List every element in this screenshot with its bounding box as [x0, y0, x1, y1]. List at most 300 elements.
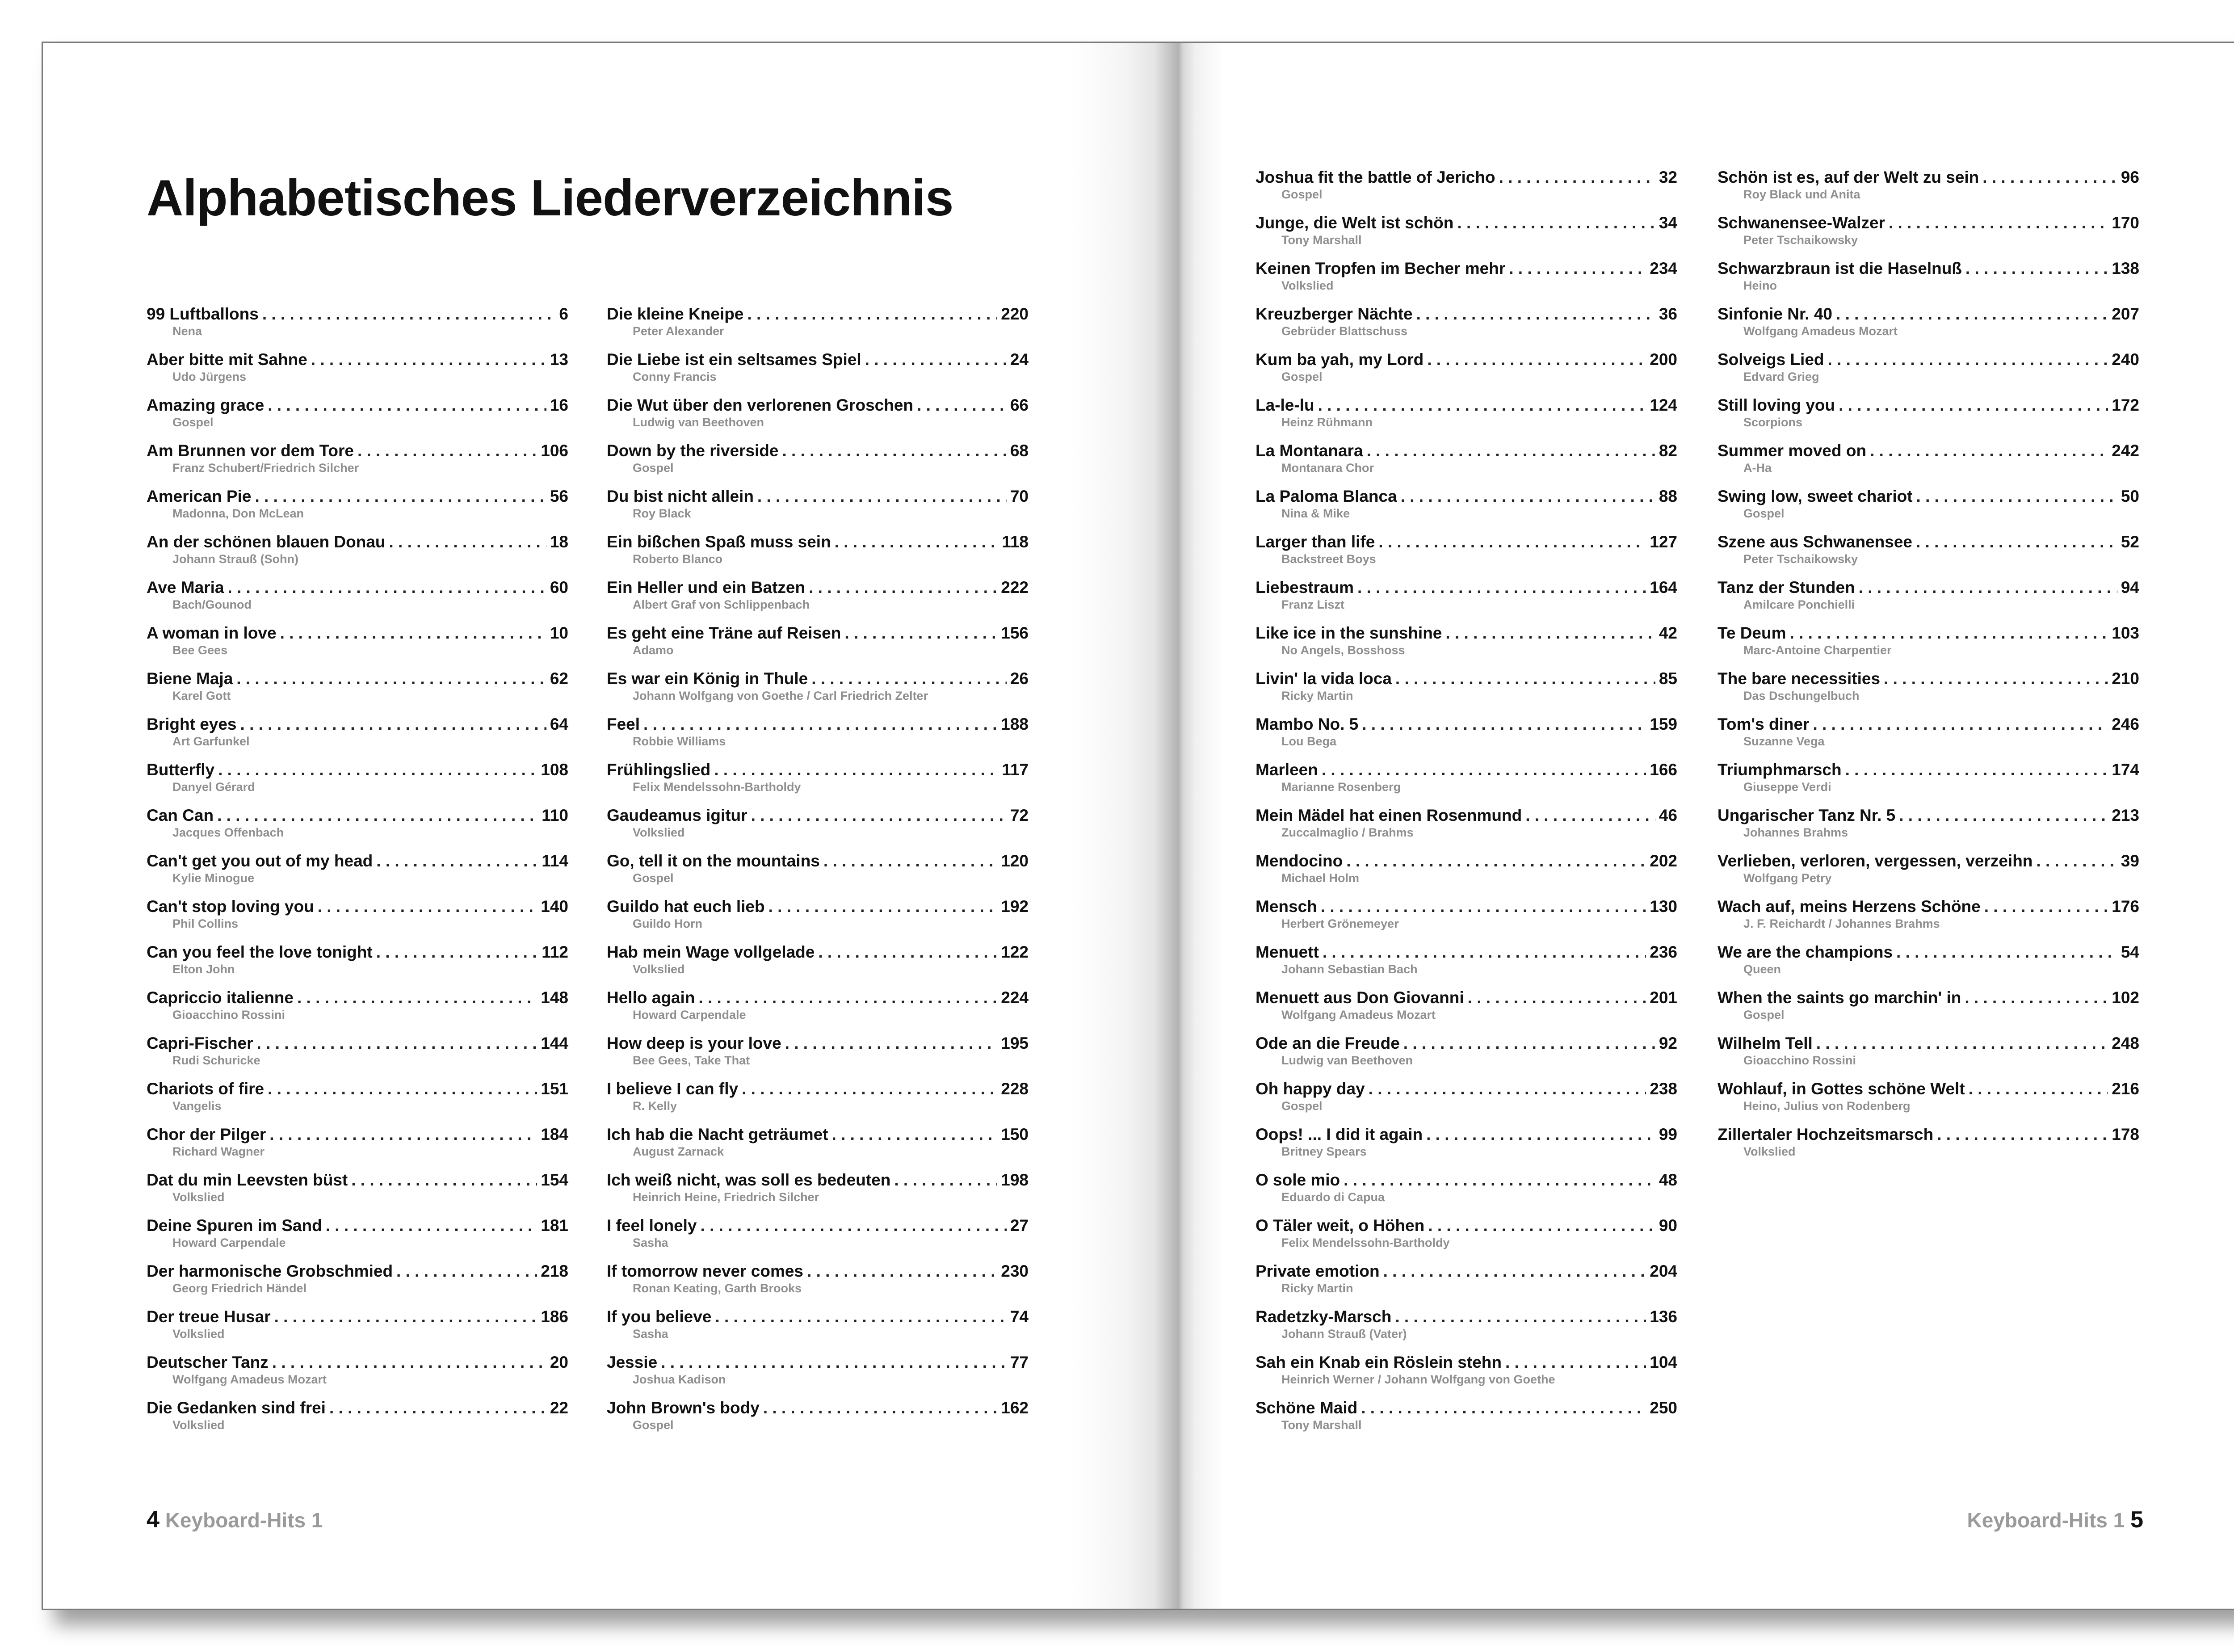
dot-leader [326, 1216, 538, 1235]
index-entry-line [1256, 1353, 1677, 1374]
song-title: O Täler weit, o Höhen [1256, 1216, 1425, 1235]
song-artist: Marc-Antoine Charpentier [1743, 643, 1892, 657]
index-entry [1256, 1216, 1677, 1262]
song-artist: Franz Liszt [1281, 598, 1345, 611]
index-entry [147, 1307, 568, 1353]
song-page-number: 248 [2112, 1034, 2139, 1052]
dot-leader [768, 897, 998, 916]
index-entry-line [1717, 669, 2139, 690]
song-artist: Johann Strauß (Sohn) [172, 552, 298, 566]
song-title: Chor der Pilger [147, 1125, 266, 1143]
index-entry [607, 1399, 1029, 1444]
song-page-number: 36 [1659, 305, 1677, 323]
index-entry [1256, 168, 1677, 214]
dot-leader [2036, 852, 2117, 870]
index-entry [147, 806, 568, 852]
dot-leader [262, 305, 556, 324]
song-page-number: 27 [1010, 1216, 1029, 1235]
index-entry-line [1717, 897, 2139, 918]
song-artist: Ronan Keating, Garth Brooks [633, 1282, 802, 1295]
song-artist: Gospel [633, 461, 674, 475]
index-entry-line [1256, 806, 1677, 827]
song-artist: Danyel Gérard [172, 780, 255, 794]
song-artist: Nina & Mike [1281, 507, 1350, 520]
song-title: When the saints go marchin' in [1717, 988, 1961, 1007]
song-artist: Kylie Minogue [172, 871, 255, 885]
song-artist: Franz Schubert/Friedrich Silcher [172, 461, 359, 475]
dot-leader [268, 1080, 537, 1098]
song-page-number: 103 [2112, 624, 2139, 642]
index-entry-line [147, 897, 568, 918]
index-entry [1256, 578, 1677, 624]
book-name-right: Keyboard-Hits 1 [1967, 1509, 2125, 1532]
index-entry [1256, 1399, 1677, 1444]
song-artist: Gospel [1281, 370, 1323, 383]
index-entry [607, 943, 1029, 988]
song-artist: Edvard Grieg [1743, 370, 1819, 383]
index-entry [147, 1034, 568, 1080]
song-title: Guildo hat euch lieb [607, 897, 765, 916]
index-entry [1717, 396, 2139, 441]
index-entry [607, 1353, 1029, 1399]
index-entry-line [1256, 1216, 1677, 1237]
index-entry-line [607, 624, 1029, 644]
dot-leader [269, 1125, 537, 1144]
song-page-number: 207 [2112, 305, 2139, 323]
song-artist: Udo Jürgens [172, 370, 247, 383]
song-artist: Gospel [1281, 188, 1323, 201]
song-artist: Johann Strauß (Vater) [1281, 1327, 1407, 1341]
song-page-number: 108 [541, 761, 568, 779]
song-title: Ein Heller und ein Batzen [607, 578, 806, 597]
index-entry [147, 669, 568, 715]
song-title: Deine Spuren im Sand [147, 1216, 322, 1235]
index-entry-line [1256, 441, 1677, 462]
song-title: Kum ba yah, my Lord [1256, 350, 1424, 369]
index-entry [1717, 533, 2139, 578]
song-title: La-le-lu [1256, 396, 1314, 414]
index-entry-line [147, 578, 568, 599]
song-title: Wohlauf, in Gottes schöne Welt [1717, 1080, 1965, 1098]
index-entry [1717, 761, 2139, 806]
song-page-number: 188 [1001, 715, 1029, 733]
index-entry-line [1256, 1125, 1677, 1146]
index-entry-line [1256, 396, 1677, 416]
index-entry [147, 305, 568, 350]
index-entry [1256, 533, 1677, 578]
index-entry-line [1717, 1034, 2139, 1055]
index-entry-line [607, 715, 1029, 736]
song-artist: Gospel [1281, 1099, 1323, 1113]
index-entry [607, 350, 1029, 396]
dot-leader [1965, 259, 2108, 278]
index-entry-line [147, 487, 568, 508]
song-title: Like ice in the sunshine [1256, 624, 1442, 642]
song-title: I feel lonely [607, 1216, 697, 1235]
song-page-number: 72 [1010, 806, 1029, 824]
song-page-number: 228 [1001, 1080, 1029, 1098]
song-page-number: 172 [2112, 396, 2139, 414]
dot-leader [1836, 305, 2108, 324]
index-entry [1256, 897, 1677, 943]
song-title: Wach auf, meins Herzens Schöne [1717, 897, 1981, 916]
dot-leader [1845, 761, 2108, 779]
index-entry [147, 441, 568, 487]
index-entry [1717, 214, 2139, 259]
index-entry [1256, 441, 1677, 487]
index-entry-line [607, 988, 1029, 1009]
song-artist: Howard Carpendale [172, 1236, 286, 1249]
song-artist: Nena [172, 324, 202, 338]
song-title: Ich weiß nicht, was soll es bedeuten [607, 1171, 891, 1189]
song-title: Private emotion [1256, 1262, 1380, 1280]
index-entry [1717, 487, 2139, 533]
index-entry [607, 305, 1029, 350]
index-entry-line [147, 852, 568, 872]
index-entry [147, 578, 568, 624]
dot-leader [1916, 487, 2117, 506]
song-artist: Volkslied [172, 1190, 225, 1204]
song-title: I believe I can fly [607, 1080, 739, 1098]
song-artist: Roy Black [633, 507, 691, 520]
song-artist: Herbert Grönemeyer [1281, 917, 1399, 930]
index-entry-line [1256, 897, 1677, 918]
index-entry [147, 761, 568, 806]
index-entry-line [607, 761, 1029, 781]
song-title: Capri-Fischer [147, 1034, 253, 1052]
index-entry-line [1256, 533, 1677, 553]
index-entry [147, 1171, 568, 1216]
song-title: La Montanara [1256, 441, 1363, 460]
index-entry [1256, 214, 1677, 259]
index-entry [1717, 988, 2139, 1034]
song-page-number: 60 [550, 578, 568, 597]
song-page-number: 176 [2112, 897, 2139, 916]
dot-leader [1378, 533, 1646, 551]
index-entry-line [147, 1353, 568, 1374]
index-entry-line [1717, 624, 2139, 644]
song-page-number: 54 [2121, 943, 2139, 961]
index-entry-line [1717, 396, 2139, 416]
song-title: Der harmonische Grobschmied [147, 1262, 393, 1280]
dot-leader [318, 897, 538, 916]
dot-leader [1369, 1080, 1646, 1098]
dot-leader [1899, 806, 2108, 825]
song-page-number: 159 [1650, 715, 1677, 733]
song-title: Menuett aus Don Giovanni [1256, 988, 1464, 1007]
song-artist: R. Kelly [633, 1099, 677, 1113]
song-artist: Adamo [633, 643, 674, 657]
song-page-number: 102 [2112, 988, 2139, 1007]
song-title: Schöne Maid [1256, 1399, 1358, 1417]
song-page-number: 6 [559, 305, 568, 323]
song-page-number: 138 [2112, 259, 2139, 277]
song-title: Summer moved on [1717, 441, 1867, 460]
index-entry [1256, 1080, 1677, 1125]
song-page-number: 92 [1659, 1034, 1677, 1052]
index-entry [607, 715, 1029, 761]
index-entry-line [1717, 943, 2139, 963]
song-title: Ich hab die Nacht geträumet [607, 1125, 828, 1143]
song-page-number: 144 [541, 1034, 568, 1052]
song-title: Frühlingslied [607, 761, 711, 779]
dot-leader [389, 533, 546, 551]
dot-leader [227, 578, 546, 597]
song-artist: Heinrich Werner / Johann Wolfgang von Goethe [1281, 1373, 1555, 1386]
song-title: Schwanensee-Walzer [1717, 214, 1885, 232]
song-page-number: 186 [541, 1307, 568, 1326]
song-artist: Heino, Julius von Rodenberg [1743, 1099, 1911, 1113]
song-title: Amazing grace [147, 396, 265, 414]
song-title: Still loving you [1717, 396, 1835, 414]
song-page-number: 136 [1650, 1307, 1677, 1326]
index-entry-line [147, 715, 568, 736]
song-page-number: 88 [1659, 487, 1677, 505]
song-artist: Johann Wolfgang von Goethe / Carl Friedrich Zelter [633, 689, 928, 702]
dot-leader [1828, 350, 2108, 369]
index-entry-line [607, 806, 1029, 827]
index-entry-line [607, 305, 1029, 325]
song-page-number: 184 [541, 1125, 568, 1143]
song-title: Butterfly [147, 761, 215, 779]
song-page-number: 39 [2121, 852, 2139, 870]
index-entry-line [607, 487, 1029, 508]
index-entry [147, 1353, 568, 1399]
dot-leader [217, 806, 538, 825]
song-page-number: 106 [541, 441, 568, 460]
song-title: Tanz der Stunden [1717, 578, 1855, 597]
index-entry [607, 487, 1029, 533]
index-entry-line [1256, 1080, 1677, 1100]
song-page-number: 178 [2112, 1125, 2139, 1143]
index-entry [147, 1216, 568, 1262]
song-page-number: 198 [1001, 1171, 1029, 1189]
song-page-number: 16 [550, 396, 568, 414]
song-title: How deep is your love [607, 1034, 781, 1052]
song-artist: Gospel [633, 1418, 674, 1432]
song-artist: Howard Carpendale [633, 1008, 746, 1021]
song-title: John Brown's body [607, 1399, 760, 1417]
index-entry-line [607, 669, 1029, 690]
index-entry-line [1717, 214, 2139, 234]
dot-leader [1937, 1125, 2108, 1144]
song-artist: Vangelis [172, 1099, 222, 1113]
song-page-number: 99 [1659, 1125, 1677, 1143]
dot-leader [865, 350, 1007, 369]
index-entry [1717, 1080, 2139, 1125]
index-entry-line [1256, 1034, 1677, 1055]
index-entry [1717, 624, 2139, 669]
index-entry-line [607, 1399, 1029, 1419]
song-artist: Johannes Brahms [1743, 826, 1848, 839]
dot-leader [751, 806, 1007, 825]
dot-leader [1525, 806, 1655, 825]
song-index-column-2 [607, 305, 1029, 1444]
dot-leader [351, 1171, 537, 1190]
index-entry-line [1256, 1307, 1677, 1328]
song-title: Ave Maria [147, 578, 224, 597]
dot-leader [1401, 487, 1655, 506]
dot-leader [715, 1307, 1006, 1326]
song-page-number: 192 [1001, 897, 1029, 916]
book-gutter [1071, 43, 1222, 1609]
song-page-number: 148 [541, 988, 568, 1007]
index-entry [1717, 441, 2139, 487]
song-page-number: 10 [550, 624, 568, 642]
index-entry-line [1717, 988, 2139, 1009]
index-entry [147, 943, 568, 988]
index-entry-line [607, 852, 1029, 872]
song-artist: Queen [1743, 963, 1781, 976]
dot-leader [1468, 988, 1646, 1007]
index-entry-line [1256, 943, 1677, 963]
song-page-number: 242 [2112, 441, 2139, 460]
index-entry [147, 1399, 568, 1444]
index-entry-line [1256, 305, 1677, 325]
index-entry-line [1256, 214, 1677, 234]
dot-leader [1457, 214, 1655, 232]
index-entry [1717, 1034, 2139, 1080]
song-artist: Albert Graf von Schlippenbach [633, 598, 810, 611]
footer-left [147, 1506, 323, 1533]
index-entry [1717, 715, 2139, 761]
dot-leader [376, 943, 538, 962]
song-title: Deutscher Tanz [147, 1353, 269, 1371]
song-artist: Heinrich Heine, Friedrich Silcher [633, 1190, 819, 1204]
index-entry-line [147, 669, 568, 690]
song-page-number: 24 [1010, 350, 1029, 369]
index-entry [607, 396, 1029, 441]
index-entry [147, 1125, 568, 1171]
index-entry-line [147, 806, 568, 827]
song-artist: Ludwig van Beethoven [1281, 1054, 1413, 1067]
page-number-left: 4 [147, 1507, 160, 1533]
dot-leader [757, 487, 1007, 506]
index-entry [607, 852, 1029, 897]
dot-leader [1361, 1399, 1646, 1417]
index-entry-line [1717, 305, 2139, 325]
index-entry [1256, 1307, 1677, 1353]
dot-leader [1889, 214, 2108, 232]
song-artist: Montanara Chor [1281, 461, 1374, 475]
dot-leader [1509, 259, 1646, 278]
index-entry-line [607, 1034, 1029, 1055]
dot-leader [1445, 624, 1655, 643]
dot-leader [1322, 761, 1646, 779]
dot-leader [747, 305, 997, 324]
index-entry-line [1256, 988, 1677, 1009]
index-entry [607, 1307, 1029, 1353]
index-entry-line [147, 1262, 568, 1282]
index-entry [607, 897, 1029, 943]
song-page-number: 56 [550, 487, 568, 505]
song-artist: Sasha [633, 1236, 668, 1249]
song-page-number: 90 [1659, 1216, 1677, 1235]
song-title: Die Wut über den verlorenen Groschen [607, 396, 914, 414]
dot-leader [1383, 1262, 1646, 1281]
song-title: Die kleine Kneipe [607, 305, 744, 323]
song-page-number: 62 [550, 669, 568, 688]
index-entry-line [1256, 168, 1677, 189]
dot-leader [1346, 852, 1646, 870]
song-title: Bright eyes [147, 715, 237, 733]
dot-leader [1403, 1034, 1655, 1053]
song-title: Die Gedanken sind frei [147, 1399, 326, 1417]
song-title: Can't get you out of my head [147, 852, 373, 870]
dot-leader [742, 1080, 997, 1098]
song-artist: J. F. Reichardt / Johannes Brahms [1743, 917, 1940, 930]
song-page-number: 202 [1650, 852, 1677, 870]
song-page-number: 222 [1001, 578, 1029, 597]
song-title: Livin' la vida loca [1256, 669, 1392, 688]
song-title: Die Liebe ist ein seltsames Spiel [607, 350, 861, 369]
index-entry-line [147, 1125, 568, 1146]
index-entry [1717, 852, 2139, 897]
dot-leader [1859, 578, 2117, 597]
dot-leader [1884, 669, 2108, 688]
index-entry [1256, 350, 1677, 396]
song-artist: Wolfgang Amadeus Mozart [1743, 324, 1898, 338]
index-entry [607, 624, 1029, 669]
song-page-number: 22 [550, 1399, 568, 1417]
dot-leader [1790, 624, 2108, 643]
song-title: An der schönen blauen Donau [147, 533, 386, 551]
dot-leader [1427, 350, 1646, 369]
song-page-number: 85 [1659, 669, 1677, 688]
song-title: Radetzky-Marsch [1256, 1307, 1392, 1326]
index-entry-line [147, 305, 568, 325]
song-page-number: 122 [1001, 943, 1029, 961]
song-artist: Zuccalmaglio / Brahms [1281, 826, 1414, 839]
song-title: Oh happy day [1256, 1080, 1365, 1098]
song-artist: Tony Marshall [1281, 233, 1362, 247]
index-entry-line [607, 350, 1029, 371]
song-page-number: 68 [1010, 441, 1029, 460]
index-entry [1256, 943, 1677, 988]
index-entry-line [1717, 578, 2139, 599]
song-page-number: 120 [1001, 852, 1029, 870]
index-entry [1717, 578, 2139, 624]
song-artist: Volkslied [633, 826, 685, 839]
song-title: Ein bißchen Spaß muss sein [607, 533, 831, 551]
index-entry-line [1256, 1262, 1677, 1282]
index-entry [607, 533, 1029, 578]
index-entry-line [147, 943, 568, 963]
song-page-number: 162 [1001, 1399, 1029, 1417]
index-entry [607, 988, 1029, 1034]
index-entry [147, 396, 568, 441]
song-artist: Georg Friedrich Händel [172, 1282, 307, 1295]
song-artist: Ricky Martin [1281, 689, 1353, 702]
dot-leader [1816, 1034, 2108, 1053]
song-page-number: 154 [541, 1171, 568, 1189]
song-page-number: 20 [550, 1353, 568, 1371]
song-artist: Wolfgang Petry [1743, 871, 1832, 885]
dot-leader [1426, 1125, 1655, 1144]
index-entry-line [607, 943, 1029, 963]
song-page-number: 64 [550, 715, 568, 733]
dot-leader [698, 988, 997, 1007]
index-entry-line [147, 988, 568, 1009]
index-entry [1256, 1034, 1677, 1080]
song-title: Tom's diner [1717, 715, 1810, 733]
index-entry [1717, 168, 2139, 214]
index-entry [607, 1125, 1029, 1171]
song-page-number: 130 [1650, 897, 1677, 916]
index-entry-line [1717, 168, 2139, 189]
index-entry-line [1256, 1399, 1677, 1419]
song-artist: Wolfgang Amadeus Mozart [172, 1373, 327, 1386]
